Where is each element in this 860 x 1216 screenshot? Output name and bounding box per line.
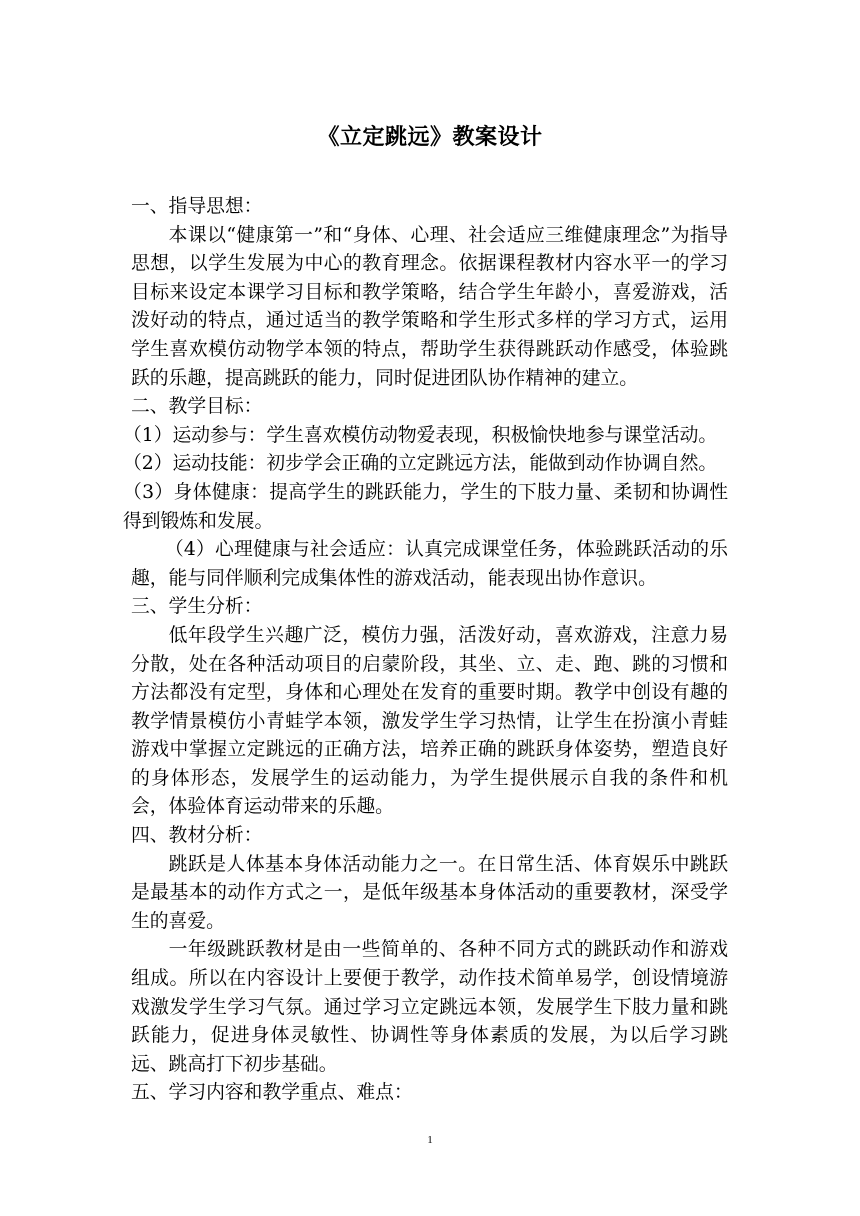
student-analysis-paragraph: 低年段学生兴趣广泛，模仿力强，活泼好动，喜欢游戏，注意力易分散，处在各种活动项目的启蒙阶段，其坐、立、走、跑、跳的习惯和方法都没有定型，身体和心理处在发育的重要时期。教学中创设有趣的教学情景模仿小青蛙学本领，激发学生学习热情，让学生在扮演小青蛙游戏中掌握立定跳远的正确方法，培养正确的跳跃身体姿势，塑造良好的身体形态，发展学生的运动能力，为学生提供展示自我的条件和机会，体验体育运动带来的乐趣。 xyxy=(131,624,728,818)
document-title: 《立定跳远》教案设计 xyxy=(317,124,543,150)
section-heading-guiding-ideology: 一、指导思想： xyxy=(131,196,263,217)
section-heading-material-analysis: 四、教材分析： xyxy=(131,825,263,847)
guiding-ideology-paragraph: 本课以“健康第一”和“身体、心理、社会适应三维健康理念”为指导思想，以学生发展为中心的教育理念。依据课程教材内容水平一的学习目标来设定本课学习目标和教学策略，结合学生年龄小，喜爱游戏，活泼好动的特点，通过适当的教学策略和学生形式多样的学习方式，运用学生喜欢模仿动物学本领的特点，帮助学生获得跳跃动作感受，体验跳跃的乐趣，提高跳跃的能力，同时促进团队协作精神的建立。 xyxy=(131,224,728,389)
material-analysis-paragraph-2: 一年级跳跃教材是由一些简单的、各种不同方式的跳跃动作和游戏组成。所以在内容设计上要便于教学，动作技术简单易学，创设情境游戏激发学生学习气氛。通过学习立定跳远本领，发展学生下肢力量和跳跃能力，促进身体灵敏性、协调性等身体素质的发展，为以后学习跳远、跳高打下初步基础。 xyxy=(131,939,728,1075)
section-heading-teaching-objectives: 二、教学目标： xyxy=(131,396,263,418)
material-analysis-paragraph-1: 跳跃是人体基本身体活动能力之一。在日常生活、体育娱乐中跳跃是最基本的动作方式之一，是低年级基本身体活动的重要教材，深受学生的喜爱。 xyxy=(131,853,728,932)
section-heading-content-and-focus: 五、学习内容和教学重点、难点： xyxy=(131,1082,413,1104)
objective-item-participation: （1）运动参与：学生喜欢模仿动物爱表现，积极愉快地参与课堂活动。 xyxy=(123,424,718,446)
section-heading-student-analysis: 三、学生分析： xyxy=(131,596,263,618)
document-body xyxy=(123,193,728,1108)
page-number: 1 xyxy=(427,1134,433,1146)
objective-item-social-adaptation: （4）心理健康与社会适应：认真完成课堂任务，体验跳跃活动的乐趣，能与同伴顺利完成集体性的游戏活动，能表现出协作意识。 xyxy=(131,539,728,589)
objective-item-skills: （2）运动技能：初步学会正确的立定跳远方法，能做到动作协调自然。 xyxy=(123,453,718,475)
objective-item-health: （3）身体健康：提高学生的跳跃能力，学生的下肢力量、柔韧和协调性得到锻炼和发展。 xyxy=(123,481,728,532)
